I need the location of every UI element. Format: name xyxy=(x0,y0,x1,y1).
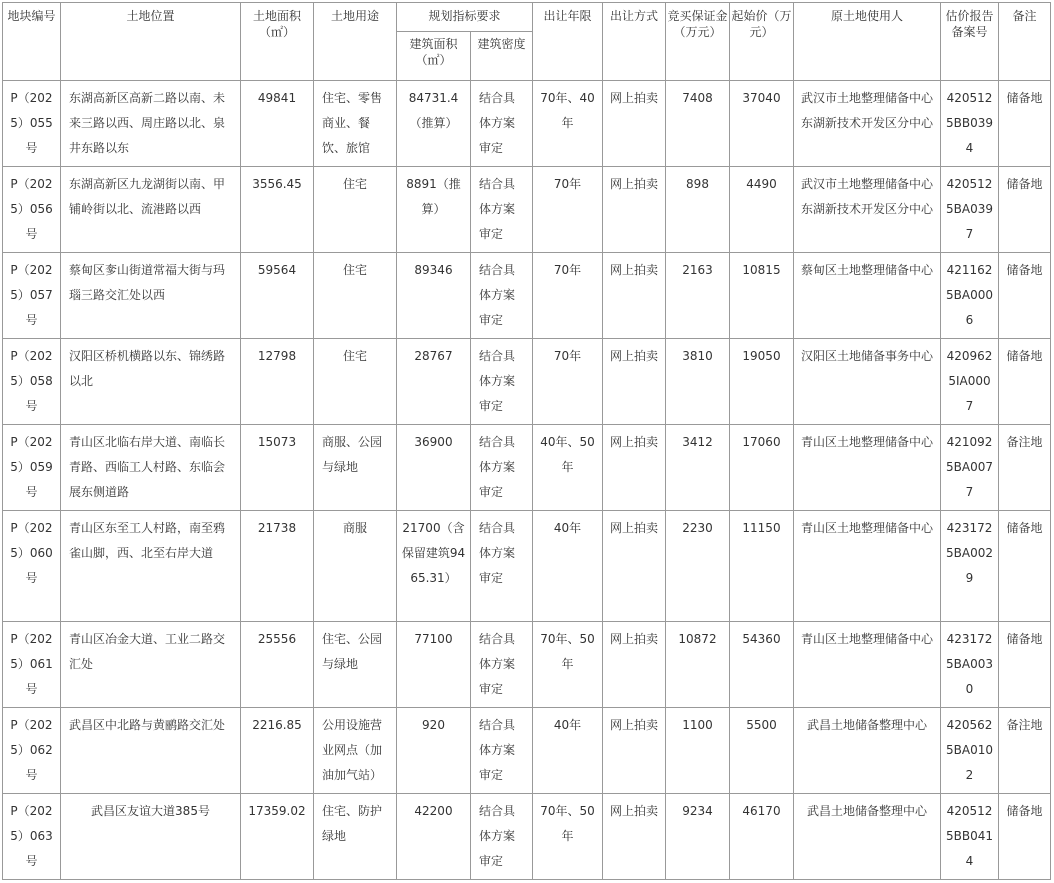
cell-owner: 武汉市土地整理储备中心东湖新技术开发区分中心 xyxy=(794,81,941,167)
cell-deposit: 1100 xyxy=(666,708,730,794)
table-row xyxy=(3,794,1051,880)
cell-start-price: 37040 xyxy=(730,81,794,167)
header-plan-density: 建筑密度 xyxy=(471,32,533,81)
cell-method: 网上拍卖 xyxy=(603,339,666,425)
cell-code: P（2025）058号 xyxy=(3,339,61,425)
cell-plan-area: 89346 xyxy=(397,253,471,339)
cell-note: 储备地 xyxy=(999,794,1051,880)
cell-owner: 蔡甸区土地整理储备中心 xyxy=(794,253,941,339)
cell-location: 汉阳区桥机横路以东、锦绣路以北 xyxy=(61,339,241,425)
cell-code: P（2025）057号 xyxy=(3,253,61,339)
cell-plan-area: 21700（含保留建筑9465.31） xyxy=(397,511,471,622)
cell-term: 70年 xyxy=(533,339,603,425)
cell-start-price: 10815 xyxy=(730,253,794,339)
cell-method: 网上拍卖 xyxy=(603,167,666,253)
cell-plan-area: 42200 xyxy=(397,794,471,880)
cell-start-price: 46170 xyxy=(730,794,794,880)
cell-density: 结合具体方案审定 xyxy=(471,794,533,880)
table-row xyxy=(3,622,1051,708)
cell-start-price: 54360 xyxy=(730,622,794,708)
cell-code: P（2025）059号 xyxy=(3,425,61,511)
cell-use: 住宅、防护绿地 xyxy=(314,794,397,880)
table-row xyxy=(3,425,1051,511)
cell-note: 储备地 xyxy=(999,339,1051,425)
cell-note: 备注地 xyxy=(999,425,1051,511)
cell-plan-area: 84731.4（推算） xyxy=(397,81,471,167)
cell-record: 4231725BA0030 xyxy=(941,622,999,708)
cell-plan-area: 36900 xyxy=(397,425,471,511)
cell-term: 70年、50年 xyxy=(533,622,603,708)
cell-term: 40年 xyxy=(533,708,603,794)
header-record: 估价报告备案号 xyxy=(941,3,999,81)
cell-record: 4231725BA0029 xyxy=(941,511,999,622)
header-owner: 原土地使用人 xyxy=(794,3,941,81)
header-start-price: 起始价（万元） xyxy=(730,3,794,81)
cell-use: 住宅、公园与绿地 xyxy=(314,622,397,708)
cell-density: 结合具体方案审定 xyxy=(471,425,533,511)
cell-owner: 汉阳区土地储备事务中心 xyxy=(794,339,941,425)
table-row xyxy=(3,511,1051,622)
table-row xyxy=(3,81,1051,167)
cell-record: 4210925BA0077 xyxy=(941,425,999,511)
cell-deposit: 10872 xyxy=(666,622,730,708)
cell-owner: 青山区土地整理储备中心 xyxy=(794,622,941,708)
cell-location: 武昌区友谊大道385号 xyxy=(61,794,241,880)
cell-deposit: 3412 xyxy=(666,425,730,511)
cell-code: P（2025）062号 xyxy=(3,708,61,794)
table-row xyxy=(3,708,1051,794)
cell-owner: 武昌土地储备整理中心 xyxy=(794,794,941,880)
land-auction-table xyxy=(2,2,1051,880)
cell-record: 4205125BB0414 xyxy=(941,794,999,880)
cell-plan-area: 8891（推算） xyxy=(397,167,471,253)
cell-area: 25556 xyxy=(241,622,314,708)
header-plan: 规划指标要求 xyxy=(397,3,533,32)
cell-deposit: 9234 xyxy=(666,794,730,880)
cell-start-price: 4490 xyxy=(730,167,794,253)
cell-code: P（2025）060号 xyxy=(3,511,61,622)
cell-owner: 武昌土地储备整理中心 xyxy=(794,708,941,794)
cell-density: 结合具体方案审定 xyxy=(471,511,533,622)
cell-method: 网上拍卖 xyxy=(603,81,666,167)
cell-note: 储备地 xyxy=(999,622,1051,708)
cell-method: 网上拍卖 xyxy=(603,425,666,511)
cell-term: 70年 xyxy=(533,167,603,253)
cell-start-price: 11150 xyxy=(730,511,794,622)
cell-location: 东湖高新区九龙湖街以南、甲铺岭街以北、流港路以西 xyxy=(61,167,241,253)
header-plan-area: 建筑面积（㎡） xyxy=(397,32,471,81)
cell-location: 青山区北临右岸大道、南临长青路、西临工人村路、东临会展东侧道路 xyxy=(61,425,241,511)
cell-location: 青山区冶金大道、工业二路交汇处 xyxy=(61,622,241,708)
cell-owner: 青山区土地整理储备中心 xyxy=(794,511,941,622)
cell-note: 储备地 xyxy=(999,167,1051,253)
cell-deposit: 898 xyxy=(666,167,730,253)
cell-record: 4209625IA0007 xyxy=(941,339,999,425)
header-method: 出让方式 xyxy=(603,3,666,81)
header-note: 备注 xyxy=(999,3,1051,81)
cell-deposit: 2230 xyxy=(666,511,730,622)
cell-use: 住宅 xyxy=(314,339,397,425)
cell-record: 4211625BA0006 xyxy=(941,253,999,339)
cell-area: 59564 xyxy=(241,253,314,339)
cell-term: 70年、40年 xyxy=(533,81,603,167)
header-deposit: 竞买保证金（万元） xyxy=(666,3,730,81)
table-row xyxy=(3,253,1051,339)
cell-term: 70年、50年 xyxy=(533,794,603,880)
cell-use: 公用设施营业网点（加油加气站） xyxy=(314,708,397,794)
cell-area: 2216.85 xyxy=(241,708,314,794)
cell-density: 结合具体方案审定 xyxy=(471,81,533,167)
header-area: 土地面积（㎡） xyxy=(241,3,314,81)
cell-location: 东湖高新区高新二路以南、未来三路以西、周庄路以北、泉井东路以东 xyxy=(61,81,241,167)
cell-method: 网上拍卖 xyxy=(603,794,666,880)
cell-note: 备注地 xyxy=(999,708,1051,794)
cell-code: P（2025）055号 xyxy=(3,81,61,167)
cell-term: 70年 xyxy=(533,253,603,339)
cell-location: 蔡甸区奓山街道常福大街与玛瑙三路交汇处以西 xyxy=(61,253,241,339)
cell-term: 40年、50年 xyxy=(533,425,603,511)
cell-note: 储备地 xyxy=(999,253,1051,339)
cell-location: 青山区东至工人村路，南至鸦雀山脚，西、北至右岸大道 xyxy=(61,511,241,622)
table-row xyxy=(3,167,1051,253)
cell-deposit: 3810 xyxy=(666,339,730,425)
cell-use: 住宅 xyxy=(314,253,397,339)
cell-note: 储备地 xyxy=(999,81,1051,167)
cell-owner: 青山区土地整理储备中心 xyxy=(794,425,941,511)
cell-deposit: 7408 xyxy=(666,81,730,167)
cell-density: 结合具体方案审定 xyxy=(471,622,533,708)
cell-record: 4205125BB0394 xyxy=(941,81,999,167)
cell-use: 住宅 xyxy=(314,167,397,253)
cell-owner: 武汉市土地整理储备中心东湖新技术开发区分中心 xyxy=(794,167,941,253)
cell-area: 49841 xyxy=(241,81,314,167)
cell-use: 商服 xyxy=(314,511,397,622)
cell-location: 武昌区中北路与黄鹂路交汇处 xyxy=(61,708,241,794)
cell-density: 结合具体方案审定 xyxy=(471,708,533,794)
cell-method: 网上拍卖 xyxy=(603,253,666,339)
cell-area: 3556.45 xyxy=(241,167,314,253)
header-location: 土地位置 xyxy=(61,3,241,81)
cell-density: 结合具体方案审定 xyxy=(471,253,533,339)
cell-code: P（2025）056号 xyxy=(3,167,61,253)
cell-record: 4205625BA0102 xyxy=(941,708,999,794)
cell-area: 15073 xyxy=(241,425,314,511)
header-use: 土地用途 xyxy=(314,3,397,81)
table-row xyxy=(3,339,1051,425)
cell-start-price: 5500 xyxy=(730,708,794,794)
header-term: 出让年限 xyxy=(533,3,603,81)
cell-code: P（2025）063号 xyxy=(3,794,61,880)
cell-plan-area: 920 xyxy=(397,708,471,794)
cell-method: 网上拍卖 xyxy=(603,622,666,708)
cell-term: 40年 xyxy=(533,511,603,622)
cell-deposit: 2163 xyxy=(666,253,730,339)
cell-method: 网上拍卖 xyxy=(603,511,666,622)
cell-density: 结合具体方案审定 xyxy=(471,167,533,253)
cell-start-price: 19050 xyxy=(730,339,794,425)
cell-use: 住宅、零售商业、餐饮、旅馆 xyxy=(314,81,397,167)
cell-record: 4205125BA0397 xyxy=(941,167,999,253)
cell-method: 网上拍卖 xyxy=(603,708,666,794)
header-code: 地块编号 xyxy=(3,3,61,81)
cell-area: 21738 xyxy=(241,511,314,622)
cell-plan-area: 28767 xyxy=(397,339,471,425)
cell-area: 12798 xyxy=(241,339,314,425)
cell-area: 17359.02 xyxy=(241,794,314,880)
cell-code: P（2025）061号 xyxy=(3,622,61,708)
cell-plan-area: 77100 xyxy=(397,622,471,708)
cell-use: 商服、公园与绿地 xyxy=(314,425,397,511)
cell-density: 结合具体方案审定 xyxy=(471,339,533,425)
cell-start-price: 17060 xyxy=(730,425,794,511)
cell-note: 储备地 xyxy=(999,511,1051,622)
